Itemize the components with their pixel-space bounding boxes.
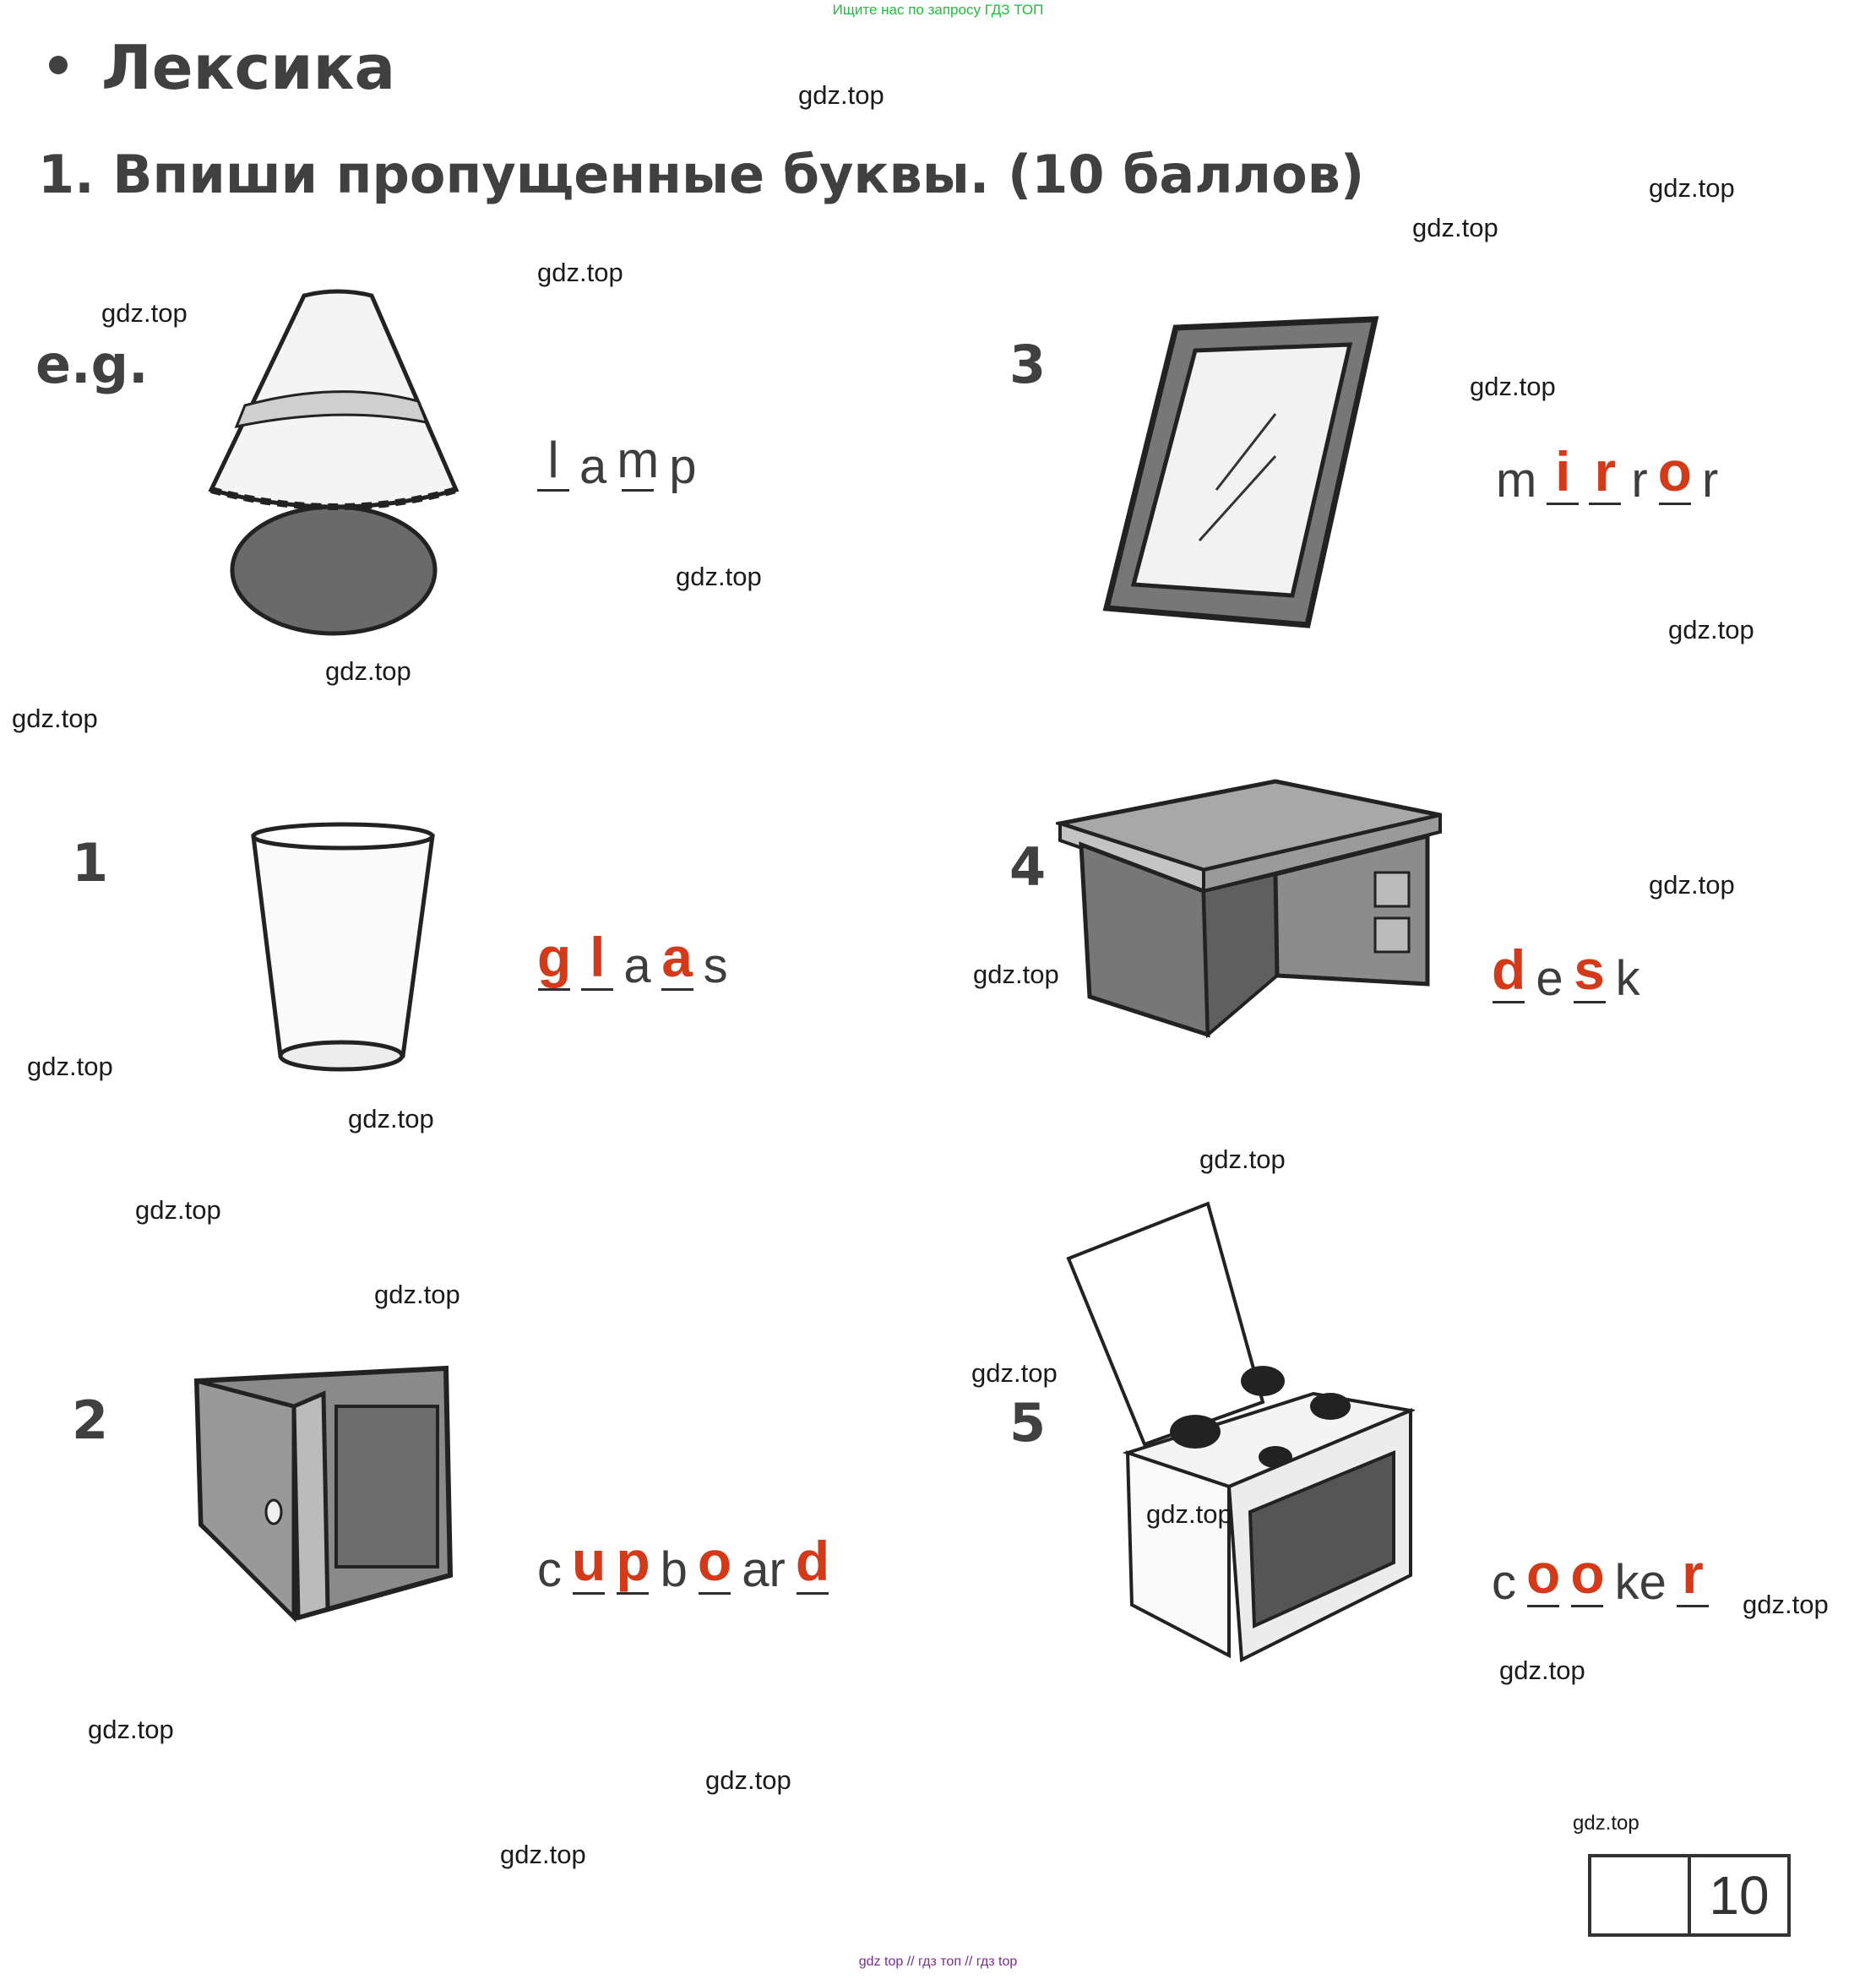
answer-letter: o xyxy=(697,1530,732,1592)
glass-icon xyxy=(247,819,441,1081)
answer-letter: l xyxy=(547,432,559,488)
bullet-icon xyxy=(49,56,68,74)
answer-letter: i xyxy=(1555,440,1571,503)
watermark: gdz.top xyxy=(1499,1656,1585,1685)
section-title xyxy=(49,32,395,103)
given-letter: r xyxy=(1631,453,1648,508)
word-mirror xyxy=(1491,440,1723,508)
answer-letter: o xyxy=(1570,1542,1605,1605)
score-box xyxy=(1588,1854,1791,1937)
blank-underline xyxy=(699,1592,731,1595)
blank-underline xyxy=(1659,503,1691,505)
top-banner[interactable]: Ищите нас по запросу ГДЗ ТОП xyxy=(832,2,1044,18)
blank-underline xyxy=(1589,503,1621,505)
item-2-label: 2 xyxy=(72,1389,109,1451)
answer-slot[interactable] xyxy=(1677,1542,1709,1607)
blank-underline xyxy=(617,1592,649,1595)
cooker-icon xyxy=(1060,1199,1415,1672)
blank-underline xyxy=(661,988,693,991)
word-example xyxy=(532,432,702,494)
watermark: gdz.top xyxy=(1649,870,1735,900)
word-desk xyxy=(1487,938,1645,1006)
watermark: gdz.top xyxy=(537,258,623,287)
answer-slot[interactable] xyxy=(1570,1542,1605,1607)
answer-letter: o xyxy=(1657,440,1692,503)
blank-underline xyxy=(1527,1605,1559,1607)
item-3-label: 3 xyxy=(1009,334,1047,395)
given-letter: ke xyxy=(1614,1555,1667,1610)
given-letter: k xyxy=(1615,951,1640,1006)
watermark: gdz.top xyxy=(1743,1590,1829,1619)
score-max: 10 xyxy=(1709,1865,1770,1926)
answer-slot[interactable] xyxy=(537,926,572,991)
watermark: gdz.top xyxy=(705,1765,791,1795)
blank-underline xyxy=(538,988,570,991)
watermark: gdz.top xyxy=(973,960,1059,989)
answer-letter: r xyxy=(1682,1542,1704,1605)
bottom-banner[interactable]: gdz top // гдз топ // гдз top xyxy=(858,1955,1018,1969)
answer-slot[interactable] xyxy=(572,1530,606,1595)
blank-underline xyxy=(1547,503,1579,505)
watermark: gdz.top xyxy=(1199,1144,1286,1174)
given-letter: ar xyxy=(742,1542,786,1597)
watermark: gdz.top xyxy=(135,1195,221,1225)
watermark: gdz.top xyxy=(27,1052,113,1081)
watermark: gdz.top xyxy=(101,298,188,328)
answer-letter: o xyxy=(1526,1542,1561,1605)
answer-letter: m xyxy=(617,432,660,488)
word-cupboard xyxy=(532,1530,835,1597)
watermark: gdz.top xyxy=(1146,1499,1232,1529)
blank-underline xyxy=(581,988,613,991)
watermark: gdz.top xyxy=(374,1280,460,1309)
blank-underline xyxy=(1574,1001,1606,1003)
blank-underline xyxy=(1677,1605,1709,1607)
given-letter: p xyxy=(669,439,697,494)
answer-letter: a xyxy=(661,926,693,988)
answer-slot[interactable] xyxy=(697,1530,732,1595)
blank-underline xyxy=(1493,1001,1525,1003)
task-title: 1. Впиши пропущенные буквы. (10 баллов) xyxy=(38,144,1365,205)
item-1-label: 1 xyxy=(72,832,109,894)
watermark: gdz.top xyxy=(1573,1812,1639,1835)
answer-letter: g xyxy=(537,926,572,988)
answer-slot[interactable] xyxy=(581,926,613,991)
blank-underline xyxy=(573,1592,605,1595)
answer-letter: d xyxy=(795,1530,830,1592)
cupboard-icon xyxy=(193,1356,463,1634)
blank-underline xyxy=(537,489,569,492)
watermark: gdz.top xyxy=(12,704,98,733)
watermark: gdz.top xyxy=(1668,615,1754,644)
answer-letter: p xyxy=(616,1530,650,1592)
answer-slot[interactable] xyxy=(1657,440,1692,505)
answer-letter: d xyxy=(1492,938,1526,1001)
blank-underline xyxy=(1571,1605,1603,1607)
answer-slot[interactable] xyxy=(1574,938,1606,1003)
blank-underline xyxy=(622,489,654,492)
answer-slot[interactable] xyxy=(617,432,660,492)
answer-letter: r xyxy=(1594,440,1617,503)
answer-letter: s xyxy=(1574,938,1605,1001)
item-5-label: 5 xyxy=(1009,1392,1047,1454)
item-4-label: 4 xyxy=(1009,836,1047,898)
watermark: gdz.top xyxy=(88,1715,174,1744)
answer-letter: u xyxy=(572,1530,606,1592)
lamp-icon xyxy=(203,279,507,650)
desk-icon xyxy=(1056,773,1444,1052)
blank-underline xyxy=(797,1592,829,1595)
given-letter: a xyxy=(623,938,651,993)
watermark: gdz.top xyxy=(971,1358,1058,1388)
given-letter: s xyxy=(703,938,728,993)
watermark: gdz.top xyxy=(1649,173,1735,203)
word-glass xyxy=(532,926,733,993)
answer-slot[interactable] xyxy=(1589,440,1621,505)
answer-slot[interactable] xyxy=(661,926,693,991)
given-letter: c xyxy=(1492,1555,1516,1610)
score-input-cell[interactable] xyxy=(1591,1857,1691,1933)
watermark: gdz.top xyxy=(798,80,884,110)
example-label: e.g. xyxy=(35,334,149,395)
word-cooker xyxy=(1487,1542,1714,1610)
watermark: gdz.top xyxy=(325,656,411,686)
mirror-icon xyxy=(1098,313,1394,642)
watermark: gdz.top xyxy=(348,1104,434,1134)
given-letter: m xyxy=(1496,453,1537,508)
given-letter: c xyxy=(537,1542,562,1597)
watermark: gdz.top xyxy=(1412,213,1498,242)
given-letter: a xyxy=(579,439,607,494)
given-letter: e xyxy=(1536,951,1563,1006)
watermark: gdz.top xyxy=(500,1840,586,1869)
answer-slot[interactable] xyxy=(616,1530,650,1595)
watermark: gdz.top xyxy=(1470,372,1556,401)
watermark: gdz.top xyxy=(676,562,762,591)
answer-slot[interactable] xyxy=(537,432,569,492)
answer-slot[interactable] xyxy=(1547,440,1579,505)
answer-slot[interactable] xyxy=(1526,1542,1561,1607)
section-title-text: Лексика xyxy=(101,32,396,103)
answer-letter: l xyxy=(590,926,606,988)
answer-slot[interactable] xyxy=(795,1530,830,1595)
given-letter: r xyxy=(1701,453,1719,508)
given-letter: b xyxy=(660,1542,688,1597)
answer-slot[interactable] xyxy=(1492,938,1526,1003)
